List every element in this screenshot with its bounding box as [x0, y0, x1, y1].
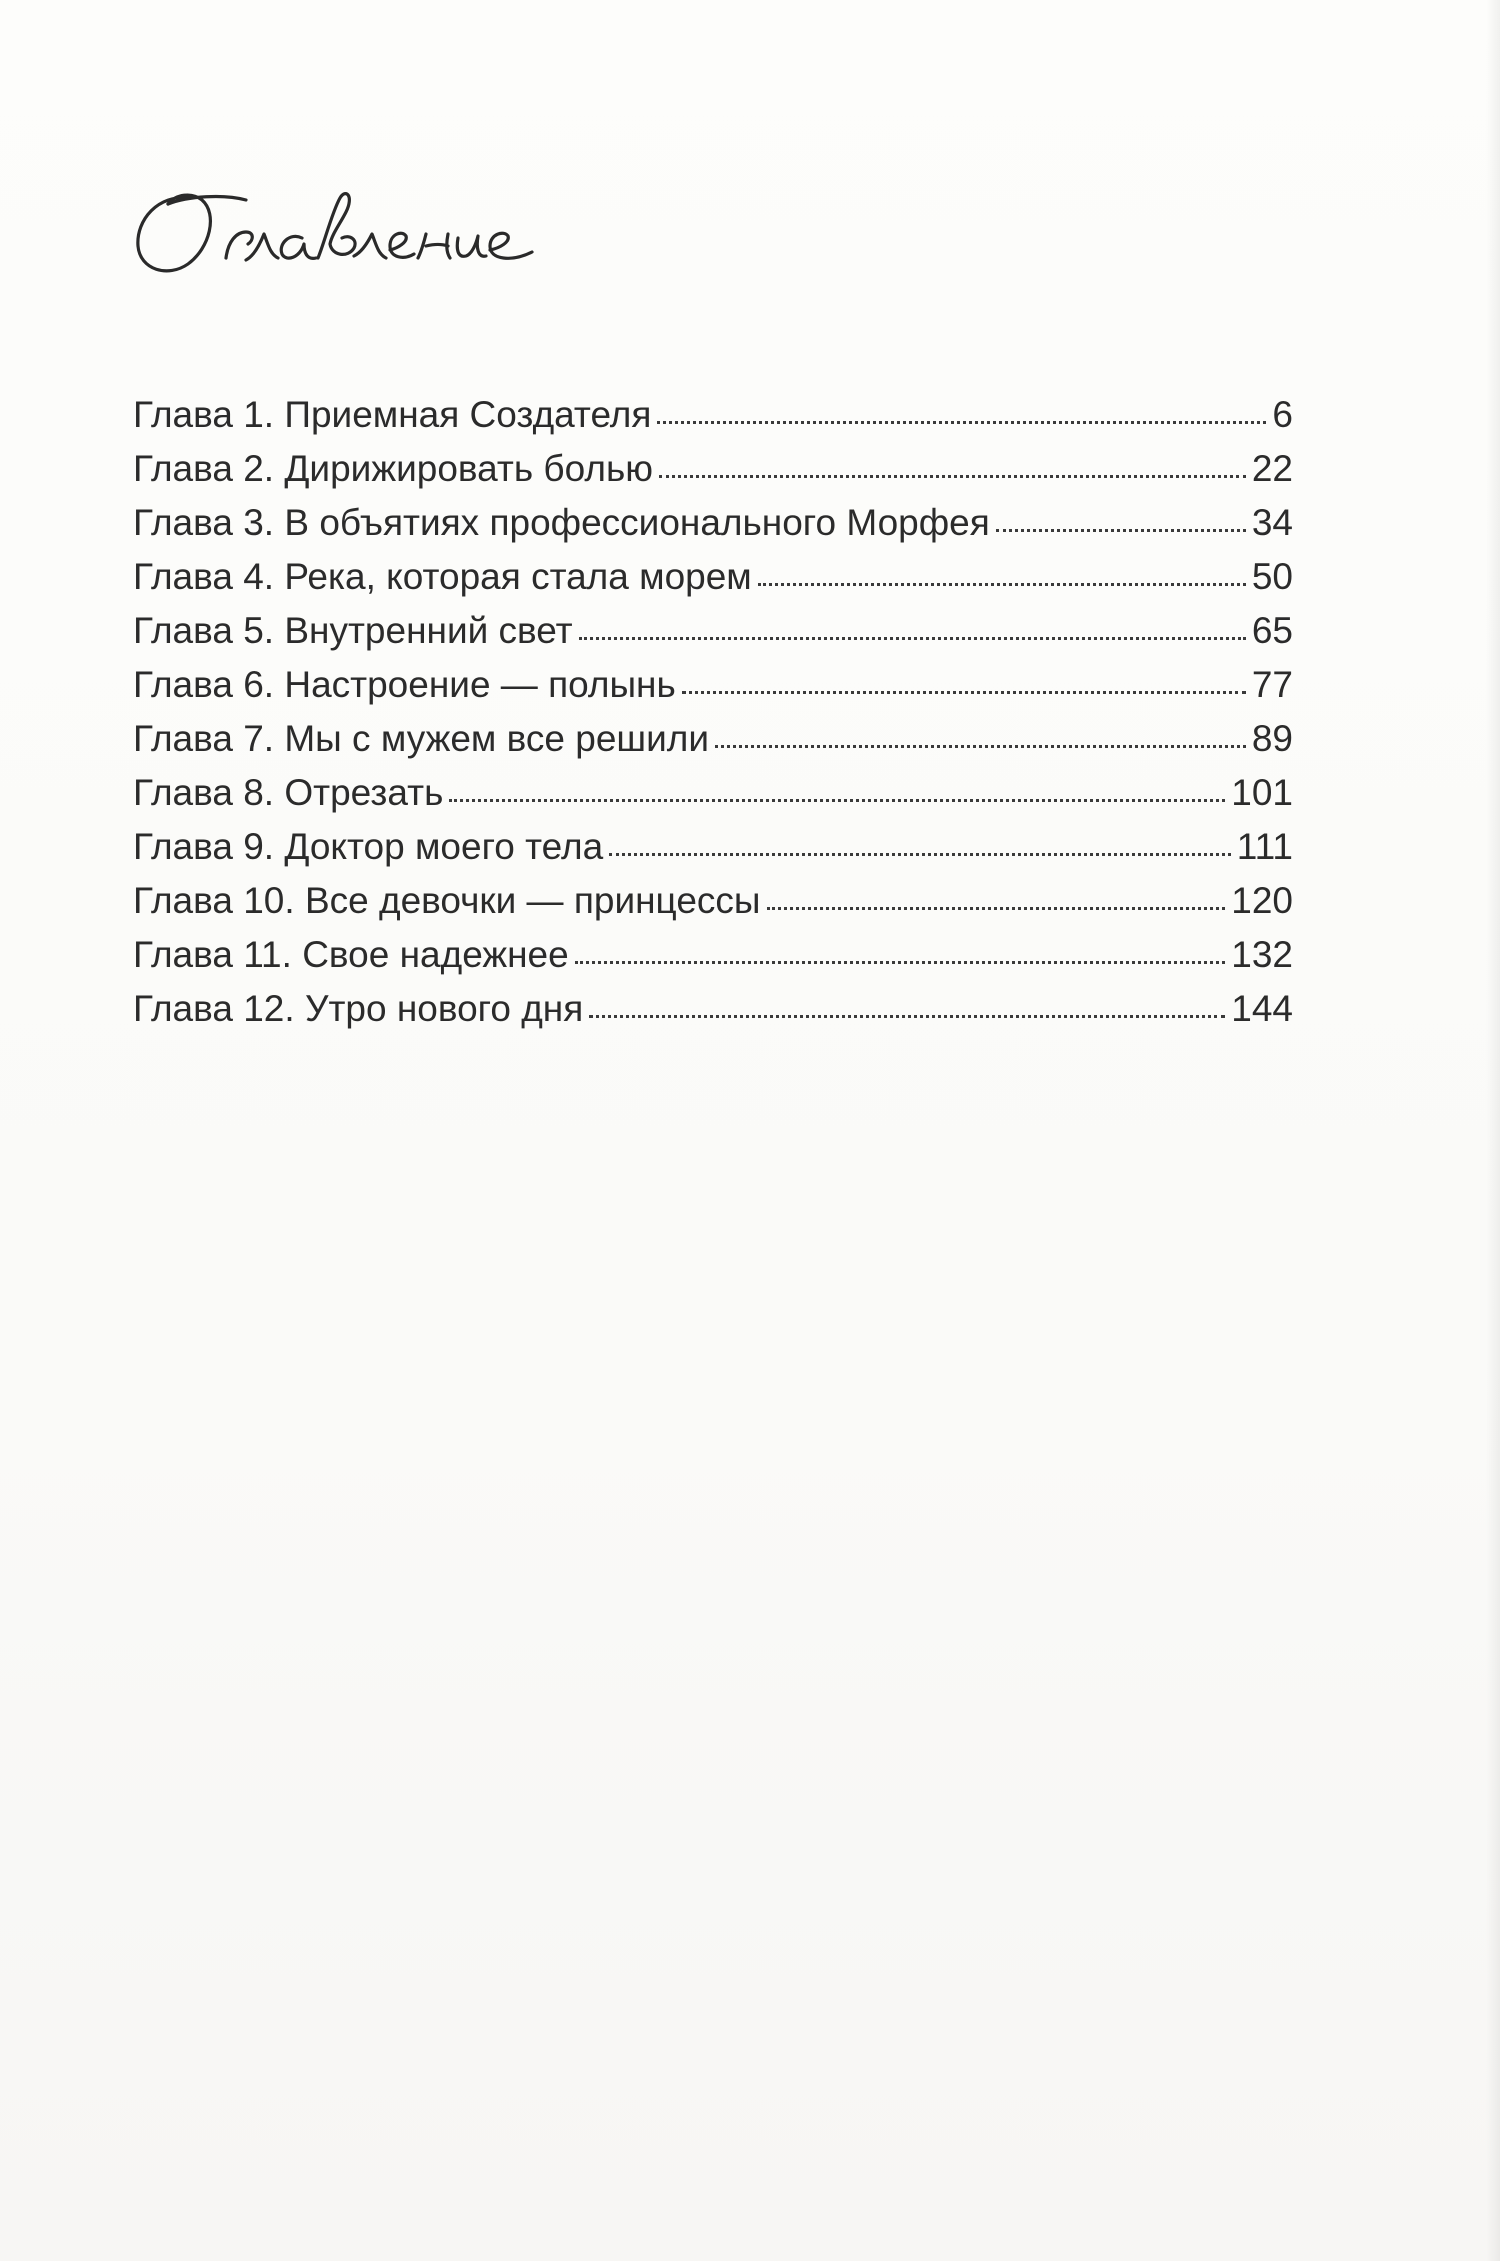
toc-entry[interactable] — [133, 442, 1293, 496]
toc-entry[interactable] — [133, 550, 1293, 604]
toc-entry[interactable] — [133, 604, 1293, 658]
toc-dot-leader — [449, 795, 1225, 802]
handwritten-title-graphic — [128, 160, 688, 300]
toc-entry-title: Глава 9. Доктор моего тела — [133, 826, 604, 867]
toc-entry-title: Глава 3. В объятиях профессионального Морфея — [133, 502, 990, 543]
toc-entry[interactable] — [133, 658, 1293, 712]
toc-entry-title: Глава 11. Свое надежнее — [133, 934, 569, 975]
page-title — [128, 160, 688, 300]
toc-entry-title: Глава 2. Дирижировать болью — [133, 448, 653, 489]
toc-dot-leader — [659, 471, 1246, 478]
toc-entry-page: 89 — [1251, 718, 1293, 759]
toc-dot-leader — [609, 849, 1231, 856]
toc-entry-page: 111 — [1236, 826, 1293, 867]
toc-entry-page: 65 — [1251, 610, 1293, 651]
toc-entry-page: 50 — [1251, 556, 1293, 597]
toc-dot-leader — [767, 903, 1226, 910]
toc-entry-title: Глава 6. Настроение — полынь — [133, 664, 676, 705]
toc-entry[interactable] — [133, 982, 1293, 1036]
toc-dot-leader — [758, 579, 1246, 586]
toc-entry-title: Глава 1. Приемная Создателя — [133, 394, 652, 435]
toc-entry-title: Глава 10. Все девочки — принцессы — [133, 880, 761, 921]
toc-entry-page: 132 — [1231, 934, 1293, 975]
toc-entry-page: 144 — [1231, 988, 1293, 1029]
toc-entry-page: 120 — [1231, 880, 1293, 921]
toc-entry[interactable] — [133, 766, 1293, 820]
toc-entry-page: 101 — [1231, 772, 1293, 813]
toc-entry[interactable] — [133, 928, 1293, 982]
toc-dot-leader — [589, 1011, 1225, 1018]
toc-entry-title: Глава 8. Отрезать — [133, 772, 444, 813]
toc-entry[interactable] — [133, 820, 1293, 874]
toc-entry[interactable] — [133, 496, 1293, 550]
table-of-contents — [133, 388, 1293, 1036]
toc-entry-title: Глава 5. Внутренний свет — [133, 610, 573, 651]
toc-entry-title: Глава 7. Мы с мужем все решили — [133, 718, 710, 759]
toc-dot-leader — [579, 633, 1246, 640]
toc-entry-page: 34 — [1251, 502, 1293, 543]
toc-entry[interactable] — [133, 712, 1293, 766]
toc-entry-page: 77 — [1251, 664, 1293, 705]
toc-entry[interactable] — [133, 874, 1293, 928]
toc-dot-leader — [575, 957, 1226, 964]
toc-entry-title: Глава 12. Утро нового дня — [133, 988, 584, 1029]
toc-dot-leader — [657, 417, 1266, 424]
toc-entry[interactable] — [133, 388, 1293, 442]
toc-dot-leader — [682, 687, 1246, 694]
toc-entry-title: Глава 4. Река, которая стала морем — [133, 556, 752, 597]
toc-dot-leader — [996, 525, 1246, 532]
page-edge-shadow — [1486, 0, 1500, 2261]
toc-entry-page: 22 — [1251, 448, 1293, 489]
toc-dot-leader — [715, 741, 1246, 748]
toc-entry-page: 6 — [1272, 394, 1293, 435]
